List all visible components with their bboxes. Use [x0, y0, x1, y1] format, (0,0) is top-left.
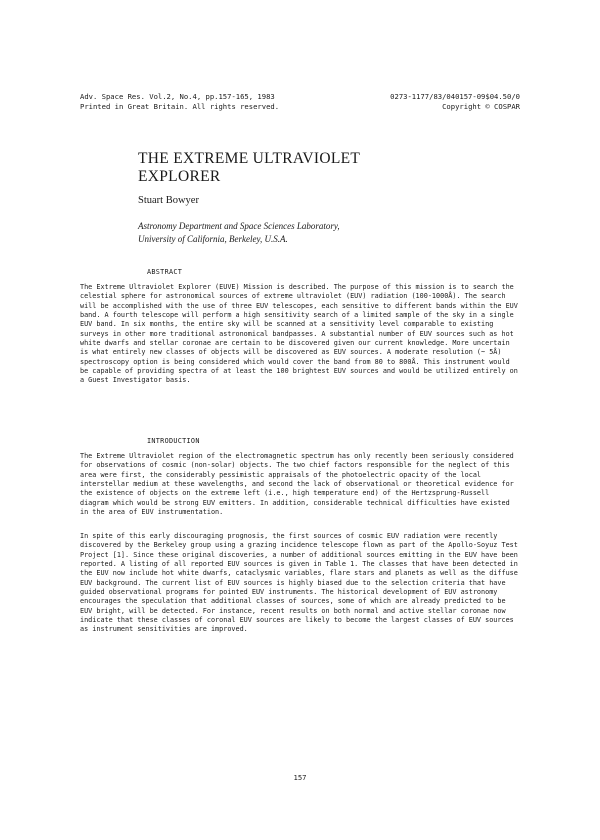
copyright-block	[368, 92, 520, 112]
paper-title	[138, 150, 360, 186]
issn-line: 0273-1177/83/040157-09$04.50/0	[390, 92, 520, 101]
introduction-heading: INTRODUCTION	[147, 437, 200, 445]
affiliation-line-1: Astronomy Department and Space Sciences Laboratory,	[138, 221, 340, 231]
author-affiliation	[138, 220, 340, 245]
citation-line-2: Printed in Great Britain. All rights reserved.	[80, 102, 280, 111]
title-line-1: THE EXTREME ULTRAVIOLET	[138, 150, 361, 167]
affiliation-line-2: University of California, Berkeley, U.S.A.	[138, 233, 288, 244]
copyright-line: Copyright © COSPAR	[442, 102, 520, 111]
introduction-paragraph-1: The Extreme Ultraviolet region of the electromagnetic spectrum has only recently been seriously considered for observations of cosmic (non-solar) objects. The two chief factors responsible for the neglect of this area were first, the considerably pessimistic appraisals of the photoelectric opacity of the local interstellar medium at these wavelengths, and second the lack of observational or theoretical evidence for the existence of objects on the extreme left (i.e., high temperature end) of the Hertzsprung-Russell diagram which would be strong EUV emitters. In addition, considerable technical difficulties have existed in the area of EUV instrumentation.	[80, 452, 514, 517]
author-name: Stuart Bowyer	[138, 195, 199, 206]
page-number: 157	[293, 773, 307, 782]
abstract-heading: ABSTRACT	[147, 268, 183, 276]
citation-line-1: Adv. Space Res. Vol.2, No.4, pp.157-165, 1983	[80, 92, 275, 101]
journal-citation	[80, 92, 279, 112]
title-line-2: EXPLORER	[138, 168, 221, 185]
abstract-text: The Extreme Ultraviolet Explorer (EUVE) Mission is described. The purpose of this mission is to search the celestial sphere for astronomical sources of extreme ultraviolet (EUV) radiation (100-1000Å). The search will be accomplished with the use of three EUV telescopes, each sensitive to different bands within the EUV band. A fourth telescope will perform a high sensitivity search of a limited sample of the sky in a single EUV band. In six months, the entire sky will be scanned at a sensitivity level comparable to existing surveys in other more traditional astronomical bandpasses. A substantial number of EUV sources such as hot white dwarfs and stellar coronae are certain to be discovered given our current knowledge. More uncertain is what entirely new classes of objects will be discovered as EUV sources. A moderate resolution (~ 5Å) spectroscopy option is being considered which would cover the band from 80 to 800Å. This instrument would be capable of providing spectra of at least the 100 brightest EUV sources and would be utilized entirely on a Guest Investigator basis.	[80, 283, 518, 385]
introduction-paragraph-2: In spite of this early discouraging prognosis, the first sources of cosmic EUV radiation were recently discovered by the Berkeley group using a grazing incidence telescope flown as part of the Apollo-Soyuz Test Project [1]. Since these original discoveries, a number of additional sources emitting in the EUV have been reported. A listing of all reported EUV sources is given in Table 1. The classes that have been detected in the EUV now include hot white dwarfs, cataclysmic variables, flare stars and planets as well as the diffuse EUV background. The current list of EUV sources is highly biased due to the selection criteria that have guided observational programs for pointed EUV instruments. The historical development of EUV astronomy encourages the speculation that additional classes of sources, some of which are already predicted to be EUV bright, will be detected. For instance, recent results on both normal and active stellar coronae now indicate that these classes of coronal EUV sources are likely to become the largest classes of EUV sources as instrument sensitivities are improved.	[80, 532, 518, 634]
